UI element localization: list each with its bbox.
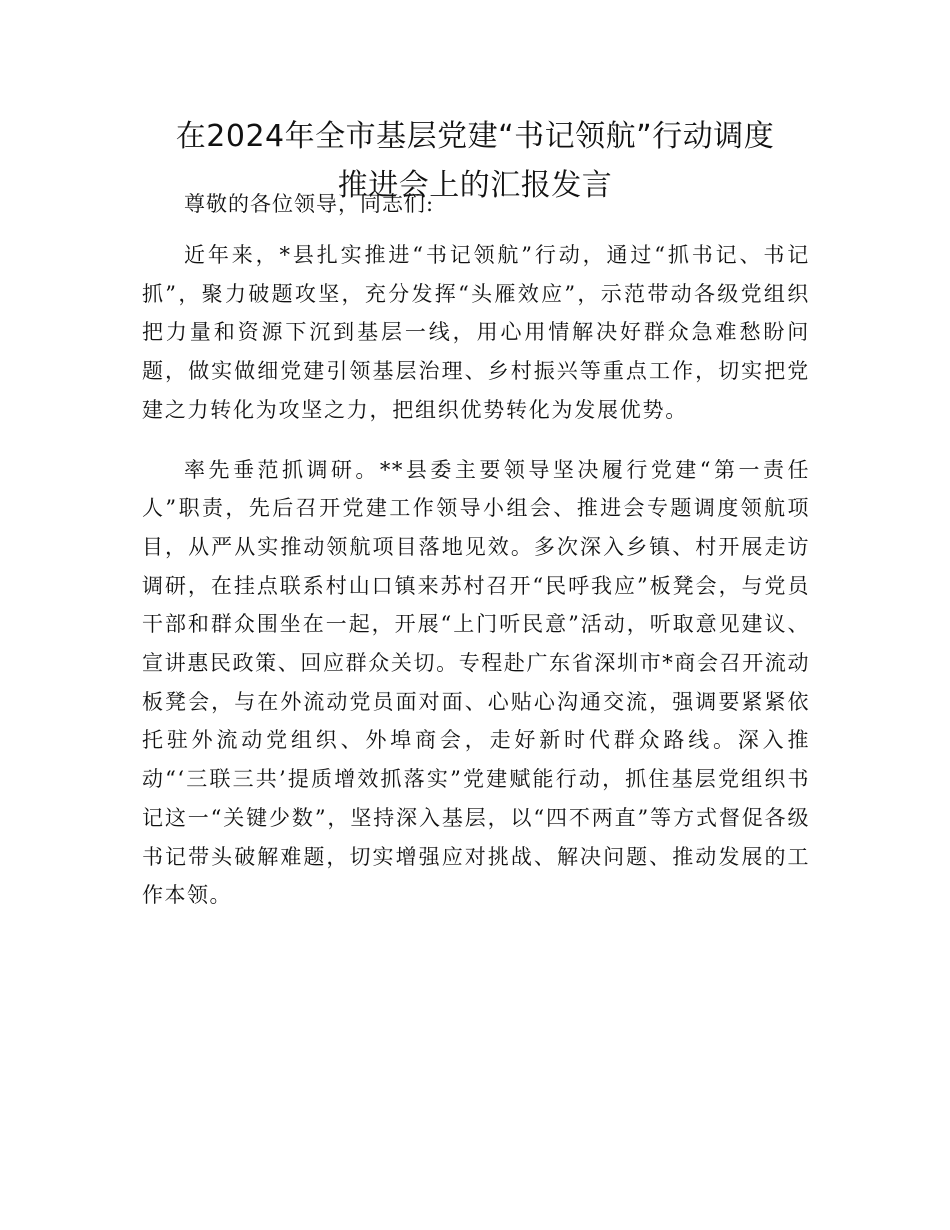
- paragraph-research: 率先垂范抓调研。**县委主要领导坚决履行党建“第一责任人”职责，先后召开党建工作领导小组会、推进会专题调度领航项目，从严从实推动领航项目落地见效。多次深入乡镇、村开展走访调研，在挂点联系村山口镇来苏村召开“民呼我应”板凳会，与党员干部和群众围坐在一起，开展“上门听民意”活动，听取意见建议、宣讲惠民政策、回应群众关切。专程赴广东省深圳市*商会召开流动板凳会，与在外流动党员面对面、心贴心沟通交流，强调要紧紧依托驻外流动党组织、外埠商会，走好新时代群众路线。深入推动“‘三联三共’提质增效抓落实”党建赋能行动，抓住基层党组织书记这一“关键少数”，坚持深入基层，以“四不两直”等方式督促各级书记带头破解难题，切实增强应对挑战、解决问题、推动发展的工作本领。: [142, 457, 810, 908]
- paragraph-intro: 近年来，*县扎实推进“书记领航”行动，通过“抓书记、书记抓”，聚力破题攻坚，充分发挥“头雁效应”，示范带动各级党组织把力量和资源下沉到基层一线，用心用情解决好群众急难愁盼问题，做实做细党建引领基层治理、乡村振兴等重点工作，切实把党建之力转化为攻坚之力，把组织优势转化为发展优势。: [142, 243, 810, 422]
- document-body: [142, 184, 810, 936]
- salutation: 尊敬的各位领导，同志们:: [184, 192, 435, 216]
- title-line-1: 在2024年全市基层党建“书记领航”行动调度: [175, 119, 775, 154]
- title-line-2: 推进会上的汇报发言: [337, 168, 613, 203]
